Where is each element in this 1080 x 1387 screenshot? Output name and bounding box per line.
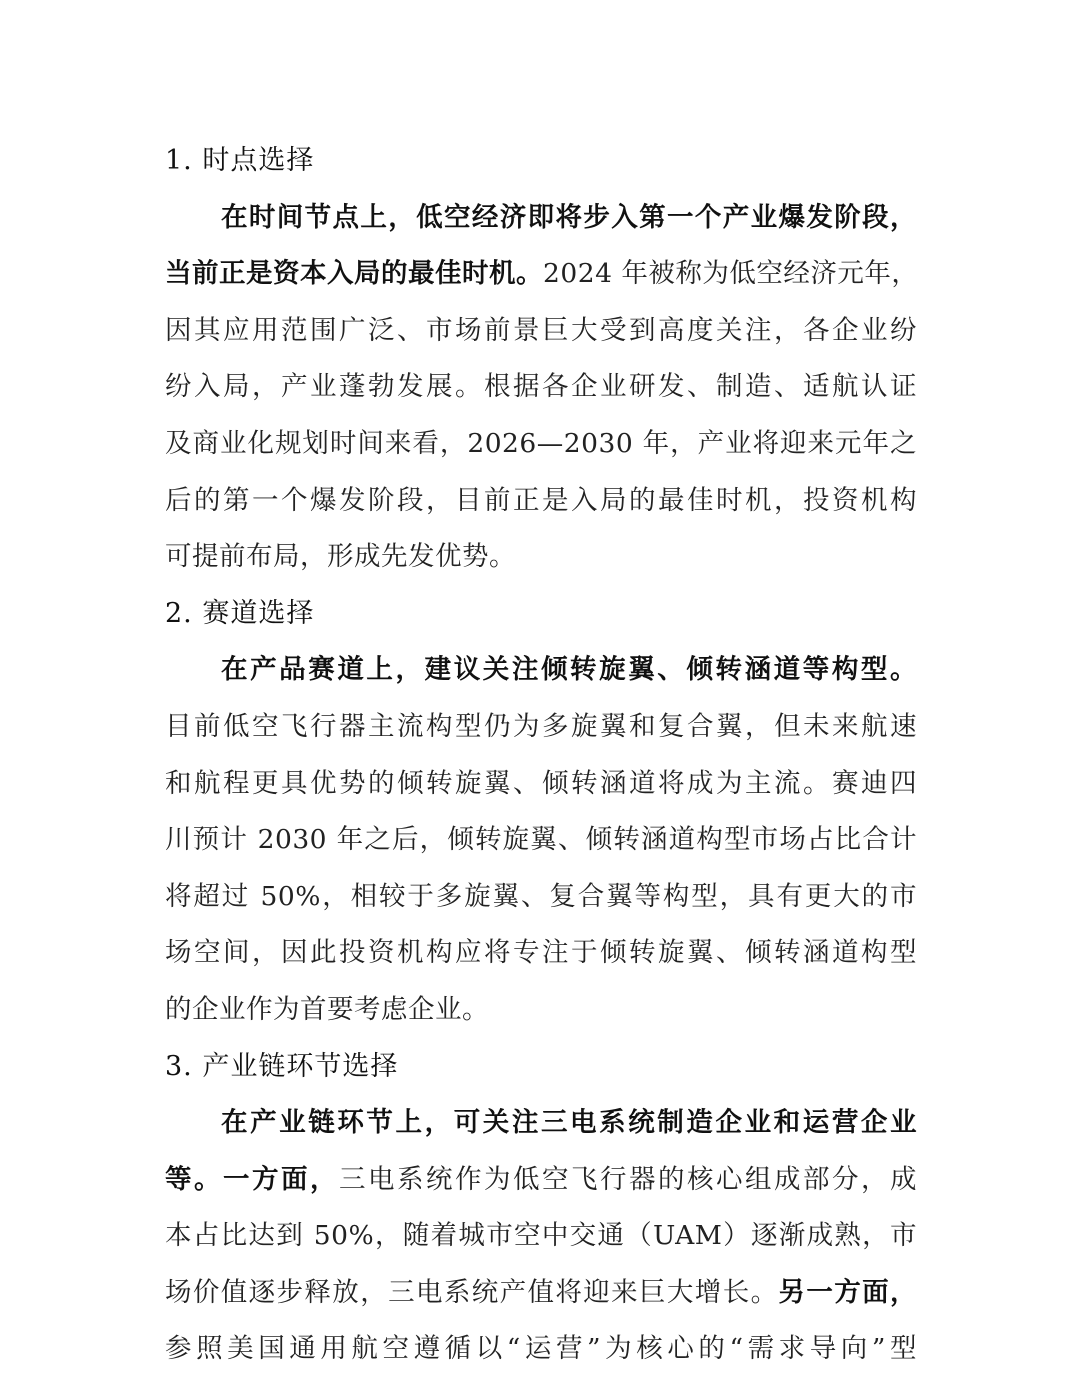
- body-text: 场空间，因此投资机构应将专注于倾转旋翼、倾转涵道构型: [165, 937, 917, 969]
- body-text: 2024 年被称为低空经济元年，: [543, 258, 919, 290]
- bold-text: 等。一方面，: [165, 1163, 339, 1195]
- body-text: 及商业化规划时间来看，2026—2030 年，产业将迎来元年之: [165, 427, 917, 459]
- bold-text: 在产业链环节上，可关注三电系统制造企业和运营企业: [221, 1107, 917, 1139]
- body-text: 的企业作为首要考虑企业。: [165, 993, 489, 1025]
- body-text: 和航程更具优势的倾转旋翼、倾转涵道将成为主流。赛迪四: [165, 767, 917, 799]
- text-line: [165, 1208, 917, 1265]
- section-heading: 1. 时点选择: [165, 145, 315, 176]
- bold-text: 在产品赛道上，建议关注倾转旋翼、倾转涵道等构型。: [221, 654, 917, 686]
- paragraph: [165, 1095, 917, 1378]
- body-text: 后的第一个爆发阶段，目前正是入局的最佳时机，投资机构: [165, 484, 917, 516]
- text-line: [165, 1095, 917, 1152]
- section-industry-chain: [165, 1039, 917, 1379]
- text-line: [165, 756, 917, 813]
- body-text: 参照美国通用航空遵循以“运营”为核心的“需求导向”型: [165, 1333, 917, 1365]
- text-line: [165, 982, 917, 1039]
- text-line: [165, 642, 917, 699]
- text-line: [165, 812, 917, 869]
- body-text: 可提前布局，形成先发优势。: [165, 541, 516, 573]
- body-text: 目前低空飞行器主流构型仍为多旋翼和复合翼，但未来航速: [165, 710, 917, 742]
- body-text: 将超过 50%，相较于多旋翼、复合翼等构型，具有更大的市: [165, 880, 917, 912]
- body-text: 本占比达到 50%，随着城市空中交通（UAM）逐渐成熟，市: [165, 1220, 917, 1252]
- text-line: [165, 473, 917, 530]
- paragraph: [165, 190, 917, 586]
- body-text: 场价值逐步释放，三电系统产值将迎来巨大增长。: [165, 1276, 779, 1308]
- body-text: 三电系统作为低空飞行器的核心组成部分，成: [339, 1163, 917, 1195]
- body-text: 纷入局，产业蓬勃发展。根据各企业研发、制造、适航认证: [165, 371, 917, 403]
- text-line: [165, 529, 917, 586]
- text-line: [165, 1321, 917, 1378]
- bold-text: 在时间节点上，低空经济即将步入第一个产业爆发阶段，: [221, 201, 917, 233]
- text-line: [165, 1265, 917, 1322]
- section-heading: 2. 赛道选择: [165, 597, 315, 629]
- bold-text: 当前正是资本入局的最佳时机。: [165, 258, 543, 290]
- paragraph: [165, 642, 917, 1038]
- section-track: [165, 586, 917, 1039]
- bold-text: 另一方面，: [778, 1276, 918, 1308]
- text-line: [165, 869, 917, 926]
- document-page: [165, 133, 917, 1378]
- text-line: [165, 246, 917, 303]
- body-text: 川预计 2030 年之后，倾转旋翼、倾转涵道构型市场占比合计: [165, 824, 917, 856]
- body-text: 因其应用范围广泛、市场前景巨大受到高度关注，各企业纷: [165, 314, 917, 346]
- text-line: [165, 699, 917, 756]
- section-heading: 3. 产业链环节选择: [165, 1050, 399, 1082]
- text-line: [165, 1152, 917, 1209]
- text-line: [165, 190, 917, 247]
- section-timing: [165, 133, 917, 586]
- text-line: [165, 416, 917, 473]
- text-line: [165, 925, 917, 982]
- text-line: [165, 303, 917, 360]
- text-line: [165, 359, 917, 416]
